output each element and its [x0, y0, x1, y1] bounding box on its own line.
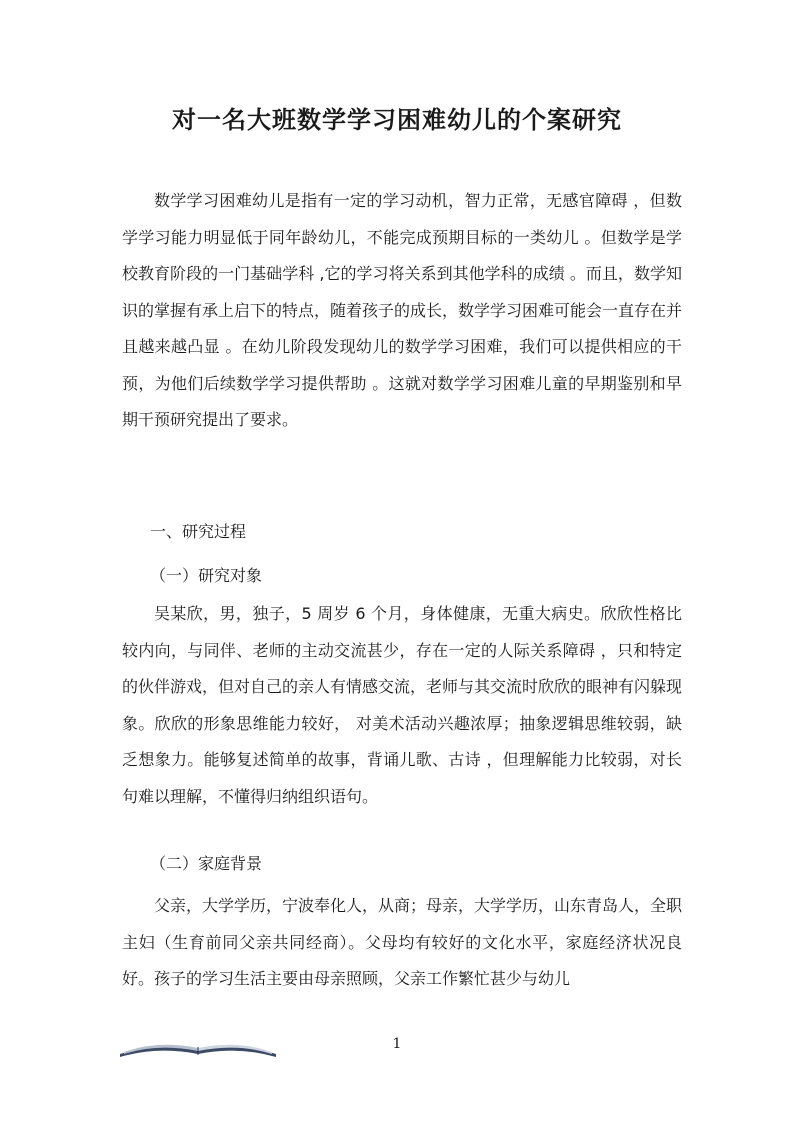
subsection-heading-family-background: （二）家庭背景: [150, 854, 263, 873]
intro-paragraph: 数学学习困难幼儿是指有一定的学习动机，智力正常，无感官障碍 ，但数学学习能力明显低于同年龄幼儿，不能完成预期目标的一类幼儿 。但数学是学校教育阶段的一门基础学科 ,它的学习将关系到其他学科的成绩 。而且，数学知识的掌握有承上启下的特点，随着孩子的成长，数学学习困难可能会一直存在并且越来越凸显 。在幼儿阶段发现幼儿的数学学习困难，我们可以提供相应的干预，为他们后续数学学习提供帮助 。这就对数学学习困难儿童的早期鉴别和早期干预研究提出了要求。: [122, 191, 683, 429]
page-number: 1: [392, 1036, 402, 1052]
document-title: 对一名大班数学学习困难幼儿的个案研究: [172, 106, 622, 134]
section-heading-research-process: 一、研究过程: [150, 522, 247, 541]
family-background-paragraph: 父亲，大学学历，宁波奉化人，从商；母亲，大学学历，山东青岛人，全职主妇（生育前同父亲共同经商）。父母均有较好的文化水平，家庭经济状况良好。孩子的学习生活主要由母亲照顾，父亲工作繁忙甚少与幼儿: [122, 896, 683, 988]
subsection-heading-research-subject: （一）研究对象: [150, 566, 263, 585]
research-subject-paragraph: 吴某欣，男，独子，5 周岁 6 个月，身体健康，无重大病史。欣欣性格比较内向，与同伴、老师的主动交流甚少，存在一定的人际关系障碍 ，只和特定的伙伴游戏，但对自己的亲人有情感交流，老师与其交流时欣欣的眼神有闪躲现象。欣欣的形象思维能力较好， 对美术活动兴趣浓厚；抽象逻辑思维较弱，缺乏想象力。能够复述简单的故事，背诵儿歌、古诗 ，但理解能力比较弱，对长句难以理解，不懂得归纳组织语句。: [122, 604, 683, 806]
